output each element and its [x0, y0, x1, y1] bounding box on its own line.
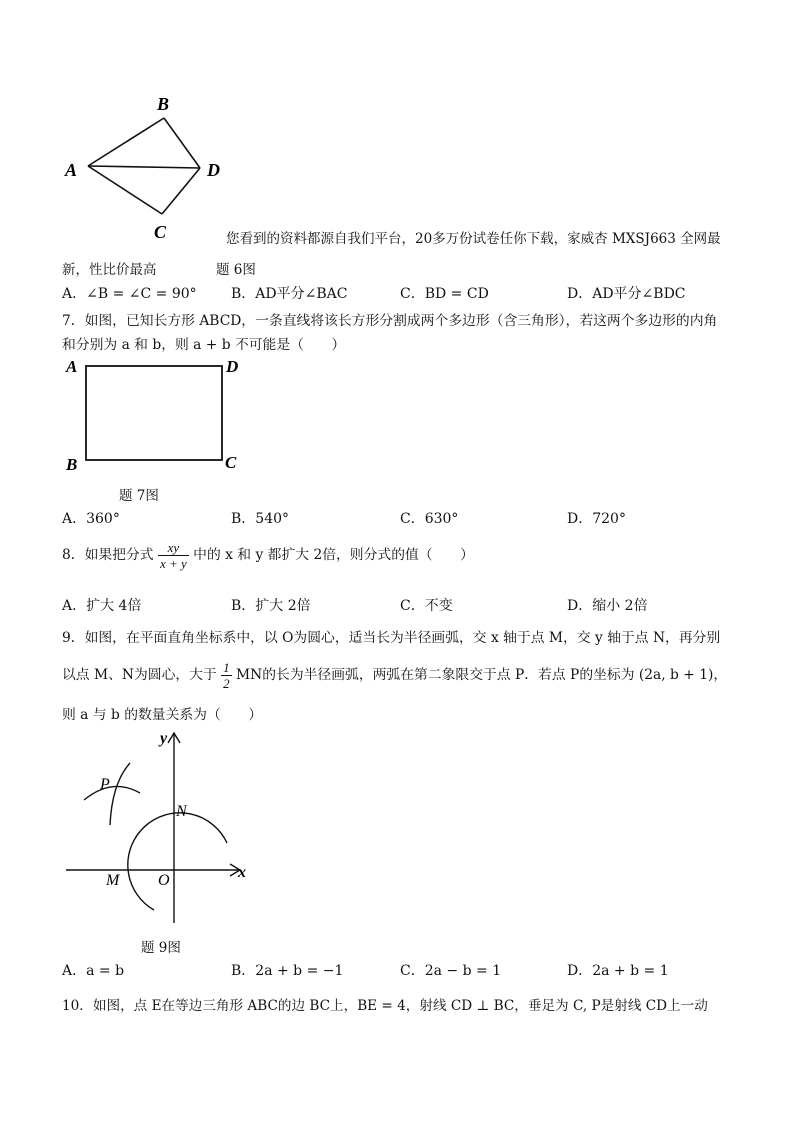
q6-choice-d: D．AD平分∠BDC — [567, 286, 686, 302]
label-a: A — [66, 357, 78, 376]
label-a: A — [65, 160, 78, 180]
label-b: B — [66, 455, 78, 474]
q9-choice-d: D．2a + b = 1 — [567, 963, 669, 979]
label-o: O — [158, 872, 170, 889]
q9-fraction-denominator: 2 — [223, 676, 230, 691]
q9-stem-line1: 9．如图，在平面直角坐标系中，以 O为圆心，适当长为半径画弧，交 x 轴于点 M，交 y 轴于点 N，再分别 — [62, 630, 721, 646]
q7-stem-line1: 7．如图，已知长方形 ABCD，一条直线将该长方形分割成两个多边形（含三角形），若这两个多边形的内角 — [62, 313, 718, 329]
label-x: x — [238, 864, 246, 881]
segment-bd — [164, 118, 200, 168]
segment-ad — [88, 166, 200, 168]
q10-stem-line1: 10．如图，点 E在等边三角形 ABC的边 BC上，BE = 4，射线 CD ⊥ BC，垂足为 C, P是射线 CD上一动 — [62, 998, 708, 1014]
q6-choice-c: C．BD = CD — [400, 286, 489, 302]
q8-stem — [62, 540, 474, 571]
label-d: D — [226, 357, 239, 376]
rectangle-abcd — [86, 366, 222, 460]
q7-choice-b: B．540° — [231, 511, 290, 527]
segment-ac — [88, 166, 162, 214]
label-d: D — [207, 160, 220, 180]
segment-ab — [88, 118, 164, 166]
segment-cd — [162, 168, 200, 214]
q8-choice-b: B．扩大 2倍 — [231, 598, 311, 614]
figure-6-caption: 题 6图 — [216, 262, 256, 278]
q9-stem-line3: 则 a 与 b 的数量关系为（ ） — [62, 707, 263, 723]
q9-fraction-numerator: 1 — [223, 660, 230, 675]
ad-text: 您看到的资料都源自我们平台，20多万份试卷任你下载，家威杏 MXSJ663 全网最 — [226, 231, 721, 247]
label-b: B — [157, 94, 170, 114]
q8-fraction-denominator: x + y — [159, 556, 187, 571]
q9-line2-prefix: 以点 M、N为圆心，大于 — [62, 667, 217, 683]
q7-choice-c: C．630° — [400, 511, 459, 527]
label-y: y — [160, 730, 168, 747]
label-m: M — [106, 872, 120, 889]
ad-text-continued: 新，性比价最高 — [62, 262, 157, 278]
q6-choice-a: A．∠B = ∠C = 90° — [62, 286, 197, 302]
q9-choice-c: C．2a − b = 1 — [400, 963, 502, 979]
q8-choice-d: D．缩小 2倍 — [567, 598, 648, 614]
q8-fraction-numerator: xy — [167, 540, 180, 555]
q8-suffix: 中的 x 和 y 都扩大 2倍，则分式的值（ ） — [193, 547, 474, 563]
arc-from-n — [110, 763, 130, 825]
q8-prefix: 8．如果把分式 — [62, 547, 154, 563]
figure-6-diagram — [60, 90, 240, 250]
q8-choice-c: C．不变 — [400, 598, 453, 614]
q6-choice-b: B．AD平分∠BAC — [231, 286, 348, 302]
q9-stem-line2 — [62, 660, 727, 691]
figure-7-caption: 题 7图 — [119, 488, 159, 504]
q7-choice-a: A．360° — [62, 511, 120, 527]
q9-choice-a: A．a = b — [62, 963, 125, 979]
label-n: N — [176, 803, 187, 820]
figure-9-caption: 题 9图 — [141, 940, 181, 956]
q7-choice-d: D．720° — [567, 511, 626, 527]
figure-9-diagram — [62, 725, 262, 930]
label-c: C — [154, 222, 167, 242]
q7-stem-line2: 和分别为 a 和 b，则 a + b 不可能是（ ） — [62, 337, 346, 353]
arc-from-m — [84, 786, 140, 800]
label-c: C — [225, 453, 237, 472]
arc-from-o — [128, 813, 227, 910]
q9-fraction — [221, 660, 232, 691]
q8-choice-a: A．扩大 4倍 — [62, 598, 142, 614]
label-p: P — [100, 776, 110, 793]
figure-7-diagram — [62, 352, 252, 477]
q8-fraction — [158, 540, 189, 571]
q9-choice-b: B．2a + b = −1 — [231, 963, 344, 979]
q9-line2-suffix: MN的长为半径画弧，两弧在第二象限交于点 P．若点 P的坐标为 (2a, b + 1)， — [236, 667, 728, 683]
